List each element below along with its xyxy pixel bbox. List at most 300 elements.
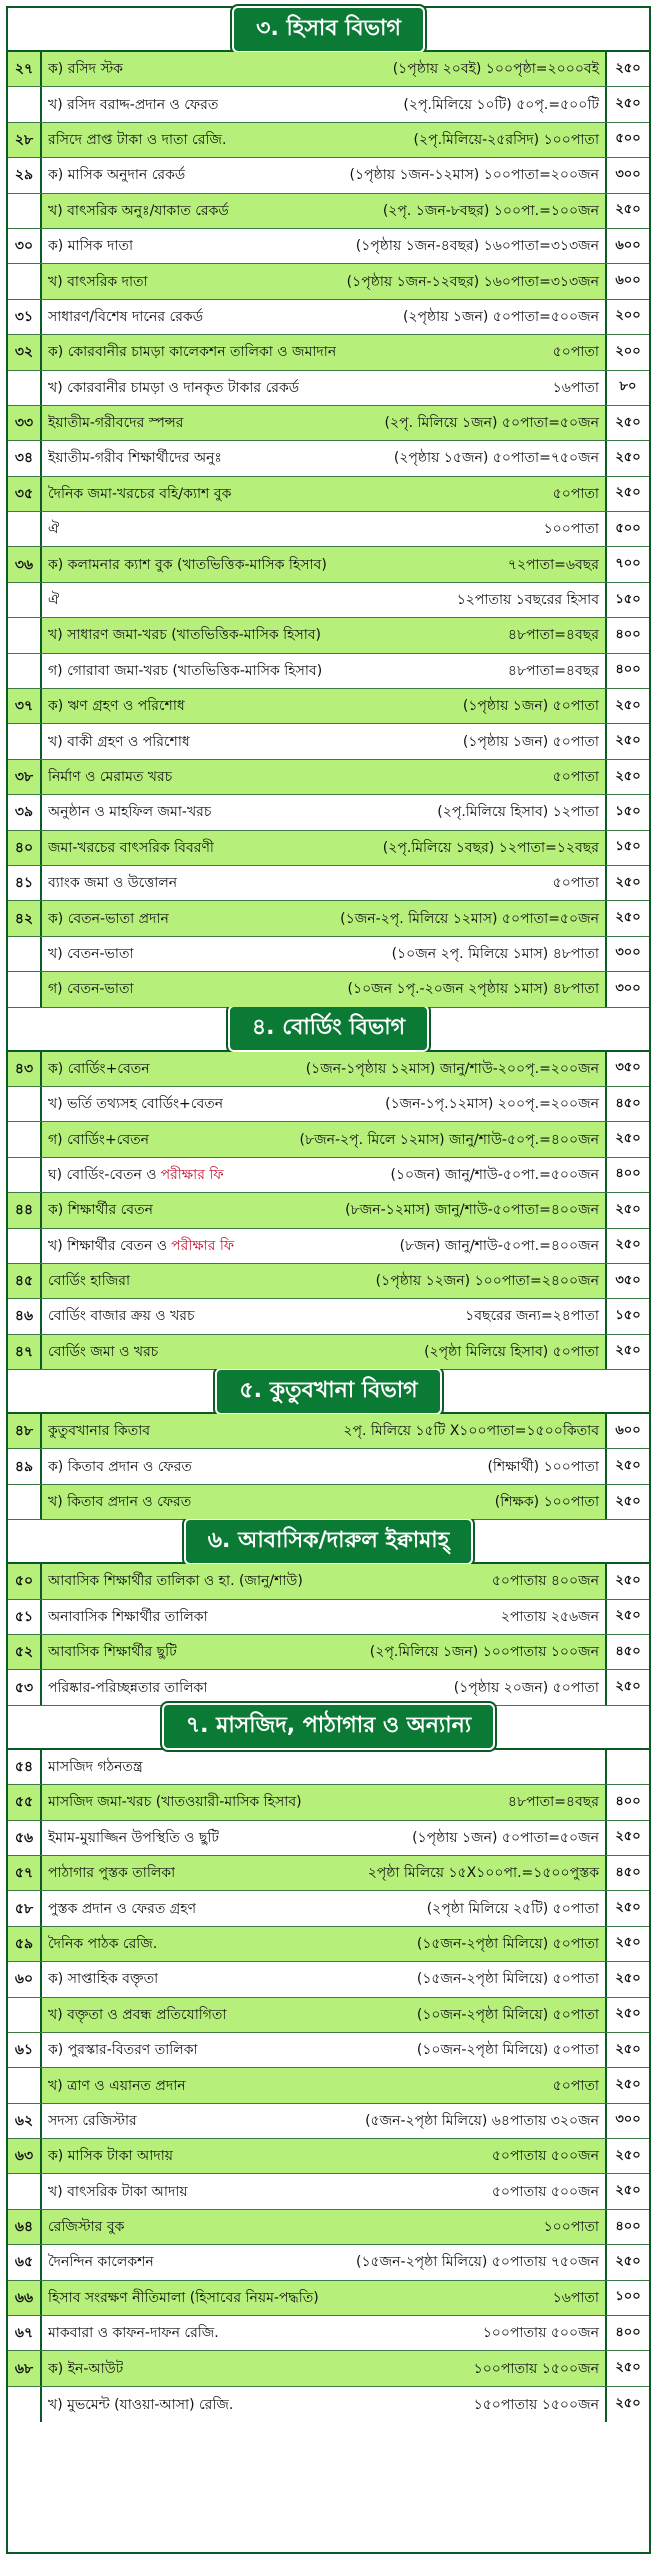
item-price: ২৫০ (615, 414, 641, 430)
item-description (42, 1122, 607, 1156)
item-spec: (১৫জন-২পৃষ্ঠা মিলিয়ে) ৫০পাতা (416, 1935, 599, 1952)
item-spec: (১পৃষ্ঠায় ১জন) ৫০পাতা (462, 733, 599, 750)
item-number: ২৯ (8, 158, 42, 192)
item-price: ২৫০ (615, 2147, 641, 2163)
section-title: ৫. কুতুবখানা বিভাগ (215, 1368, 441, 1415)
item-spec: (২পৃ.মিলিয়ে হিসাব) ১২পাতা (437, 804, 599, 821)
item-number: ৬৮ (8, 2351, 42, 2385)
item-description (42, 300, 607, 334)
item-number: ৬১ (8, 2033, 42, 2067)
register-row (8, 1998, 649, 2033)
register-row (8, 2174, 649, 2209)
item-price: ৩০০ (615, 2112, 641, 2128)
item-label: ঐ (48, 592, 60, 609)
item-price: ৩০০ (615, 945, 641, 961)
register-row (8, 1122, 649, 1157)
register-row (8, 1414, 649, 1449)
item-description (42, 2174, 607, 2208)
item-label: ক) সাপ্তাহিক বক্তৃতা (48, 1971, 159, 1988)
item-spec: (৫জন-২পৃষ্ঠা মিলিয়ে) ৬৪পাতায় ৩২০জন (365, 2112, 599, 2129)
item-label: বোর্ডিং জমা ও খরচ (48, 1343, 159, 1360)
register-row (8, 371, 649, 406)
register-row (8, 406, 649, 441)
item-description (42, 654, 607, 688)
item-number: ৬৩ (8, 2139, 42, 2173)
register-row (8, 441, 649, 476)
item-spec: (৮জন-২পৃ. মিলে ১২মাস) জানু/শাউ-৫০পৃ.=৪০০জন (299, 1131, 599, 1148)
item-price: ২৫০ (615, 1900, 641, 1916)
item-number: ৩৪ (8, 441, 42, 475)
item-label: রেজিস্টার বুক (48, 2219, 125, 2236)
item-label: দৈনিক পাঠক রেজি. (48, 1935, 158, 1952)
item-spec: ১০০পাতা (543, 2219, 599, 2236)
item-spec: (১জন-২পৃ. মিলিয়ে ১২মাস) ৫০পাতা=৫০জন (340, 910, 599, 927)
register-row (8, 2104, 649, 2139)
item-description (42, 972, 607, 1006)
item-spec: ২পৃষ্ঠা মিলিয়ে ১৫X১০০পা.=১৫০০পুস্তক (367, 1865, 599, 1882)
item-number (8, 1158, 42, 1192)
item-description (42, 2139, 607, 2173)
item-spec: (১০জন ১পৃ.-২০জন ২পৃষ্ঠায় ১মাস) ৪৮পাতা (347, 981, 599, 998)
item-label: খ) বাৎসরিক দাতা (48, 273, 148, 290)
item-number: ৫৫ (8, 1785, 42, 1819)
item-price: ৪০০ (615, 1793, 641, 1809)
item-label: ক) কোরবানীর চামড়া কালেকশন তালিকা ও জমাদান (48, 344, 337, 361)
register-row (8, 1449, 649, 1484)
item-label: খ) ত্রাণ ও এয়ানত প্রদান (48, 2077, 186, 2094)
item-price: ২৫০ (615, 1829, 641, 1845)
item-price: ২৫০ (615, 1237, 641, 1253)
item-spec: ৫০পাতায় ৫০০জন (491, 2148, 599, 2165)
item-number: ৫৩ (8, 1670, 42, 1704)
item-price: ৪০০ (615, 662, 641, 678)
item-description (42, 52, 607, 86)
item-price: ২৫০ (615, 1493, 641, 1509)
item-label: ক) মাসিক দাতা (48, 238, 134, 255)
register-row (8, 300, 649, 335)
section-header (8, 1370, 649, 1414)
item-price: ২০০ (615, 343, 641, 359)
item-spec: (২পৃ.মিলিয়ে ১জন) ১০০পাতায় ১০০জন (369, 1644, 599, 1661)
register-row (8, 654, 649, 689)
item-label: ইমাম-মুয়াজ্জিন উপস্থিতি ও ছুটি (48, 1829, 220, 1846)
item-spec: (২পৃষ্ঠা মিলিয়ে ২৫টি) ৫০পাতা (426, 1900, 599, 1917)
register-row (8, 1158, 649, 1193)
register-row (8, 52, 649, 87)
item-number (8, 1122, 42, 1156)
register-row (8, 618, 649, 653)
item-number: ২৮ (8, 123, 42, 157)
item-number (8, 2387, 42, 2422)
register-row (8, 264, 649, 299)
item-description (42, 1821, 607, 1855)
item-description (42, 2104, 607, 2138)
item-spec: (১পৃষ্ঠায় ১জন) ৫০পাতা (462, 698, 599, 715)
item-number: ৫৬ (8, 1821, 42, 1855)
item-spec: ২পাতায় ২৫৬জন (500, 1608, 599, 1625)
item-price: ৩৫০ (615, 1060, 641, 1076)
register-row (8, 583, 649, 618)
register-row (8, 1229, 649, 1264)
item-label: অনুষ্ঠান ও মাহফিল জমা-খরচ (48, 804, 212, 821)
item-price: ৪০০ (615, 626, 641, 642)
item-description (42, 1087, 607, 1121)
item-label: জমা-খরচের বাৎসরিক বিবরণী (48, 839, 214, 856)
item-price: ২৫০ (615, 2253, 641, 2269)
register-row (8, 795, 649, 830)
item-price: ২৫০ (615, 2006, 641, 2022)
item-price: ২৫০ (615, 2183, 641, 2199)
item-description (42, 1335, 607, 1369)
item-label: ইয়াতীম-গরীবদের স্পন্সর (48, 415, 184, 432)
item-spec: ৪৮পাতা=৪বছর (507, 627, 599, 644)
item-spec: ২পৃ. মিলিয়ে ১৫টি X১০০পাতা=১৫০০কিতাব (343, 1423, 599, 1440)
item-price: ২৫০ (615, 60, 641, 76)
item-description (42, 371, 607, 405)
register-row (8, 866, 649, 901)
item-price: ১৫০ (615, 1307, 641, 1323)
item-number: ৩২ (8, 335, 42, 369)
item-number: ৩৭ (8, 689, 42, 723)
item-label: খ) কিতাব প্রদান ও ফেরত (48, 1494, 192, 1511)
item-spec: ১০০পাতায় ১৫০০জন (473, 2360, 599, 2377)
item-label: মাসজিদ জমা-খরচ (খাতওয়ারী-মাসিক হিসাব) (48, 1794, 302, 1811)
item-description (42, 229, 607, 263)
item-spec: (১জন-১পৃষ্ঠায় ১২মাস) জানু/শাউ-২০০পৃ.=২০০জন (305, 1060, 599, 1077)
item-spec: (১পৃষ্ঠায় ২০বই) ১০০পৃষ্ঠা=২০০০বই (392, 61, 599, 78)
register-row (8, 512, 649, 547)
item-description (42, 2245, 607, 2279)
item-description (42, 1635, 607, 1669)
item-spec: (শিক্ষার্থী) ১০০পাতা (487, 1458, 599, 1475)
item-description (42, 406, 607, 440)
item-spec: (২পৃ.মিলিয়ে ১০টি) ৫০পৃ.=৫০০টি (403, 96, 599, 113)
item-label: দৈনিক জমা-খরচের বহি/ক্যাশ বুক (48, 485, 232, 502)
item-label: খ) ভর্তি তথ্যসহ বোর্ডিং+বেতন (48, 1096, 224, 1113)
register-row (8, 1856, 649, 1891)
item-number: ৫৭ (8, 1856, 42, 1890)
item-price: ২৫০ (615, 1608, 641, 1624)
item-price: ৬০০ (615, 237, 641, 253)
item-number (8, 1485, 42, 1519)
item-number: ৫২ (8, 1635, 42, 1669)
section-header (8, 1520, 649, 1564)
item-description (42, 1449, 607, 1483)
item-description (42, 87, 607, 121)
item-spec: (২পৃ.মিলিয়ে ১বছর) ১২পাতা=১২বছর (382, 839, 599, 856)
item-price: ১৫০ (615, 839, 641, 855)
item-price: ৪৫০ (615, 1643, 641, 1659)
item-label: খ) মুভমেন্ট (যাওয়া-আসা) রেজি. (48, 2396, 234, 2413)
item-price: ২৫০ (615, 1343, 641, 1359)
item-spec: (৮জন) জানু/শাউ-৫০পা.=৪০০জন (399, 1237, 599, 1254)
item-description (42, 2033, 607, 2067)
item-spec: (২পৃ. মিলিয়ে ১জন) ৫০পাতা=৫০জন (384, 415, 599, 432)
item-price: ৪৫০ (615, 1095, 641, 1111)
item-price: ১৫০ (615, 591, 641, 607)
item-number (8, 618, 42, 652)
item-description (42, 724, 607, 758)
item-spec: ৪৮পাতা=৪বছর (507, 662, 599, 679)
item-description (42, 937, 607, 971)
item-description (42, 1785, 607, 1819)
register-row (8, 158, 649, 193)
item-number: ৫১ (8, 1600, 42, 1634)
item-price: ৩৫০ (615, 1272, 641, 1288)
item-label: খ) শিক্ষার্থীর বেতন ও (48, 1237, 168, 1254)
register-row (8, 972, 649, 1007)
item-spec: ৫০পাতা (552, 769, 599, 785)
item-number: ৬২ (8, 2104, 42, 2138)
item-description (42, 2316, 607, 2350)
item-spec: (১পৃষ্ঠায় ১জন) ৫০পাতা=৫০জন (412, 1829, 599, 1846)
section-title: ৭. মাসজিদ, পাঠাগার ও অন্যান্য (162, 1703, 495, 1750)
item-description (42, 583, 607, 617)
register-row (8, 937, 649, 972)
item-description (42, 901, 607, 935)
register-row (8, 1927, 649, 1962)
item-label: গ) বোর্ডিং+বেতন (48, 1131, 150, 1148)
item-price: ৬০০ (615, 1422, 641, 1438)
register-row (8, 2316, 649, 2351)
item-label: ইয়াতীম-গরীব শিক্ষার্থীদের অনুঃ (48, 450, 222, 467)
item-label: সাধারণ/বিশেষ দানের রেকর্ড (48, 308, 204, 325)
item-price: ২০০ (615, 308, 641, 324)
item-number: ৬০ (8, 1962, 42, 1996)
item-spec: (২পৃ. ১জন-৮বছর) ১০০পা.=১০০জন (382, 202, 599, 219)
price-list-sheet (6, 6, 651, 2554)
item-spec: (২পৃষ্ঠায় ১জন) ৫০পাতা=৫০০জন (402, 308, 599, 325)
register-row (8, 2387, 649, 2422)
item-label-highlight: পরীক্ষার ফি (171, 1237, 235, 1254)
item-number (8, 724, 42, 758)
register-row (8, 2281, 649, 2316)
item-description (42, 866, 607, 900)
item-number: ৪২ (8, 901, 42, 935)
section-header (8, 8, 649, 52)
item-price: ২৫০ (615, 2041, 641, 2057)
item-spec: (৮জন-১২মাস) জানু/শাউ-৫০পাতা=৪০০জন (345, 1202, 599, 1219)
item-number (8, 1087, 42, 1121)
item-description (42, 2387, 607, 2422)
register-row (8, 2033, 649, 2068)
item-label: ক) পুরস্কার-বিতরণ তালিকা (48, 2042, 198, 2059)
item-label: বোর্ডিং হাজিরা (48, 1273, 131, 1290)
item-number: ৪৭ (8, 1335, 42, 1369)
register-row (8, 2351, 649, 2386)
item-description (42, 1485, 607, 1519)
item-spec: (২পৃষ্ঠায় ১৫জন) ৫০পাতা=৭৫০জন (393, 450, 599, 467)
item-number (8, 583, 42, 617)
register-row (8, 760, 649, 795)
item-description (42, 1264, 607, 1298)
item-spec: ১২পাতায় ১বছরের হিসাব (456, 592, 599, 609)
item-spec: ১৬পাতা (552, 379, 599, 396)
item-price: ২৫০ (615, 1970, 641, 1986)
section-header (8, 1706, 649, 1750)
item-label: ক) বোর্ডিং+বেতন (48, 1060, 150, 1077)
item-price: ১০০ (615, 2289, 641, 2305)
register-row (8, 87, 649, 122)
item-label: খ) বাকী গ্রহণ ও পরিশোধ (48, 733, 190, 750)
item-price: ২৫০ (615, 96, 641, 112)
item-label: গ) গোরাবা জমা-খরচ (খাতভিত্তিক-মাসিক হিসাব) (48, 662, 323, 679)
item-label: পুস্তক প্রদান ও ফেরত গ্রহণ (48, 1900, 197, 1917)
item-label: ক) বেতন-ভাতা প্রদান (48, 910, 169, 927)
item-number: ৪৩ (8, 1052, 42, 1086)
item-spec: ৫০পাতায় ৪০০জন (491, 1573, 599, 1590)
register-row (8, 2245, 649, 2280)
register-row (8, 1087, 649, 1122)
item-label: খ) বাৎসরিক অনুঃ/যাকাত রেকর্ড (48, 202, 229, 219)
item-price: ৮০ (619, 379, 637, 395)
item-price: ২৫০ (615, 2077, 641, 2092)
item-number: ৬৪ (8, 2210, 42, 2244)
register-row (8, 689, 649, 724)
item-label: ক) শিক্ষার্থীর বেতন (48, 1202, 153, 1219)
item-number (8, 937, 42, 971)
item-price: ৪৫০ (615, 1864, 641, 1880)
section-header (8, 1008, 649, 1052)
item-spec: ১০০পাতায় ৫০০জন (482, 2325, 599, 2342)
item-label: পাঠাগার পুস্তক তালিকা (48, 1865, 176, 1882)
item-number: ৪০ (8, 831, 42, 865)
item-description (42, 1670, 607, 1704)
item-label: ঐ (48, 521, 60, 538)
item-price: ২৫০ (615, 768, 641, 784)
item-number: ৫০ (8, 1564, 42, 1598)
item-spec: (১০জন) জানু/শাউ-৫০পা.=৫০০জন (390, 1166, 599, 1183)
item-number (8, 194, 42, 228)
register-row (8, 335, 649, 370)
item-number: ৩৬ (8, 547, 42, 581)
item-description (42, 689, 607, 723)
item-number (8, 1998, 42, 2032)
register-row (8, 901, 649, 936)
item-number (8, 2068, 42, 2102)
item-number: ৪৫ (8, 1264, 42, 1298)
register-row (8, 1299, 649, 1334)
section-title: ৩. হিসাব বিভাগ (232, 6, 425, 53)
item-spec: (১পৃষ্ঠায় ১জন-১২বছর) ১৬০পাতা=৩১৩জন (346, 273, 599, 290)
item-number (8, 87, 42, 121)
item-number: ৩৯ (8, 795, 42, 829)
item-description (42, 441, 607, 475)
item-label: ক) কিতাব প্রদান ও ফেরত (48, 1458, 192, 1475)
item-price: ২৫০ (615, 485, 641, 501)
item-description (42, 795, 607, 829)
item-description (42, 158, 607, 192)
item-description (42, 831, 607, 865)
register-row (8, 1821, 649, 1856)
item-spec: (১পৃষ্ঠায় ১জন-৪বছর) ১৬০পাতা=৩১৩জন (355, 238, 599, 255)
item-label: কুতুবখানার কিতাব (48, 1423, 151, 1440)
register-row (8, 1891, 649, 1926)
item-number: ৪৯ (8, 1449, 42, 1483)
register-row (8, 547, 649, 582)
register-row (8, 1335, 649, 1370)
item-description (42, 2068, 607, 2102)
item-label: হিসাব সংরক্ষণ নীতিমালা (হিসাবের নিয়ম-পদ্ধতি) (48, 2289, 319, 2306)
item-description (42, 1158, 607, 1192)
item-label: খ) বেতন-ভাতা (48, 945, 134, 962)
item-description (42, 547, 607, 581)
item-spec: ৫০পাতা (552, 485, 599, 502)
register-row (8, 1962, 649, 1997)
item-label: মাকবারা ও কাফন-দাফন রেজি. (48, 2325, 219, 2342)
item-description (42, 2281, 607, 2315)
item-price: ২৫০ (615, 1458, 641, 1474)
item-label: খ) বাৎসরিক টাকা আদায় (48, 2183, 188, 2200)
register-row (8, 123, 649, 158)
item-spec: ৫০পাতায় ৫০০জন (491, 2183, 599, 2200)
item-spec: ১৫০পাতায় ১৫০০জন (473, 2396, 599, 2413)
register-row (8, 724, 649, 759)
item-spec: (১পৃষ্ঠায় ২০জন) ৫০পাতা (453, 1679, 599, 1696)
item-description (42, 1564, 607, 1598)
register-row (8, 2210, 649, 2245)
item-description (42, 1193, 607, 1227)
item-spec: (১০জন ২পৃ. মিলিয়ে ১মাস) ৪৮পাতা (391, 945, 599, 962)
item-price: ৩০০ (615, 980, 641, 996)
item-spec: (১পৃষ্ঠায় ১জন-১২মাস) ১০০পাতা=২০০জন (349, 167, 599, 184)
item-label: আবাসিক শিক্ষার্থীর ছুটি (48, 1644, 177, 1661)
item-number: ৪৬ (8, 1299, 42, 1333)
register-row (8, 1670, 649, 1705)
item-spec: (১৫জন-২পৃষ্ঠা মিলিয়ে) ৫০পাতায় ৭৫০জন (356, 2254, 599, 2271)
item-price: ৪০০ (615, 2218, 641, 2234)
item-spec: ৫০পাতা (552, 875, 599, 892)
item-description (42, 1998, 607, 2032)
item-number (8, 1229, 42, 1263)
item-description (42, 1600, 607, 1634)
item-price: ২৫০ (615, 449, 641, 465)
item-spec: (১জন-১পৃ.১২মাস) ২০০পৃ.=২০০জন (385, 1096, 599, 1113)
item-price: ৫০০ (615, 131, 641, 147)
item-spec: ১০০পাতা (543, 521, 599, 538)
item-spec: ৪৮পাতা=৪বছর (507, 1794, 599, 1811)
item-description (42, 1299, 607, 1333)
register-row (8, 194, 649, 229)
item-price: ৪০০ (615, 2324, 641, 2340)
item-price (607, 1750, 649, 1784)
item-label: খ) রসিদ বরাদ্দ-প্রদান ও ফেরত (48, 96, 219, 113)
item-description (42, 2351, 607, 2385)
item-label: ক) ঋণ গ্রহণ ও পরিশোধ (48, 698, 185, 715)
item-number: ২৭ (8, 52, 42, 86)
item-price: ২৫০ (615, 1201, 641, 1217)
item-label: আবাসিক শিক্ষার্থীর তালিকা ও হা. (জানু/শাউ) (48, 1573, 303, 1590)
item-price: ২৫০ (615, 2396, 641, 2412)
item-number: ৫৮ (8, 1891, 42, 1925)
item-label: ক) রসিদ স্টক (48, 61, 123, 78)
item-number: ৬৫ (8, 2245, 42, 2279)
item-number: ৪১ (8, 866, 42, 900)
item-label-highlight: পরীক্ষার ফি (160, 1166, 224, 1183)
item-spec: ১বছরের জন্য=২৪পাতা (465, 1308, 599, 1325)
item-label: রসিদে প্রাপ্ত টাকা ও দাতা রেজি. (48, 131, 227, 148)
item-spec: (২পৃ.মিলিয়ে-২৫রসিদ) ১০০পাতা (413, 131, 599, 148)
item-spec: ৭২পাতা=৬বছর (507, 556, 599, 573)
item-label: বোর্ডিং বাজার ক্রয় ও খরচ (48, 1308, 195, 1325)
item-spec: (১৫জন-২পৃষ্ঠা মিলিয়ে) ৫০পাতা (416, 1971, 599, 1988)
item-label: ক) মাসিক টাকা আদায় (48, 2148, 174, 2165)
item-price: ৫০০ (615, 520, 641, 536)
item-number: ৪৪ (8, 1193, 42, 1227)
item-price: ৩০০ (615, 166, 641, 182)
item-description (42, 264, 607, 298)
item-number (8, 654, 42, 688)
